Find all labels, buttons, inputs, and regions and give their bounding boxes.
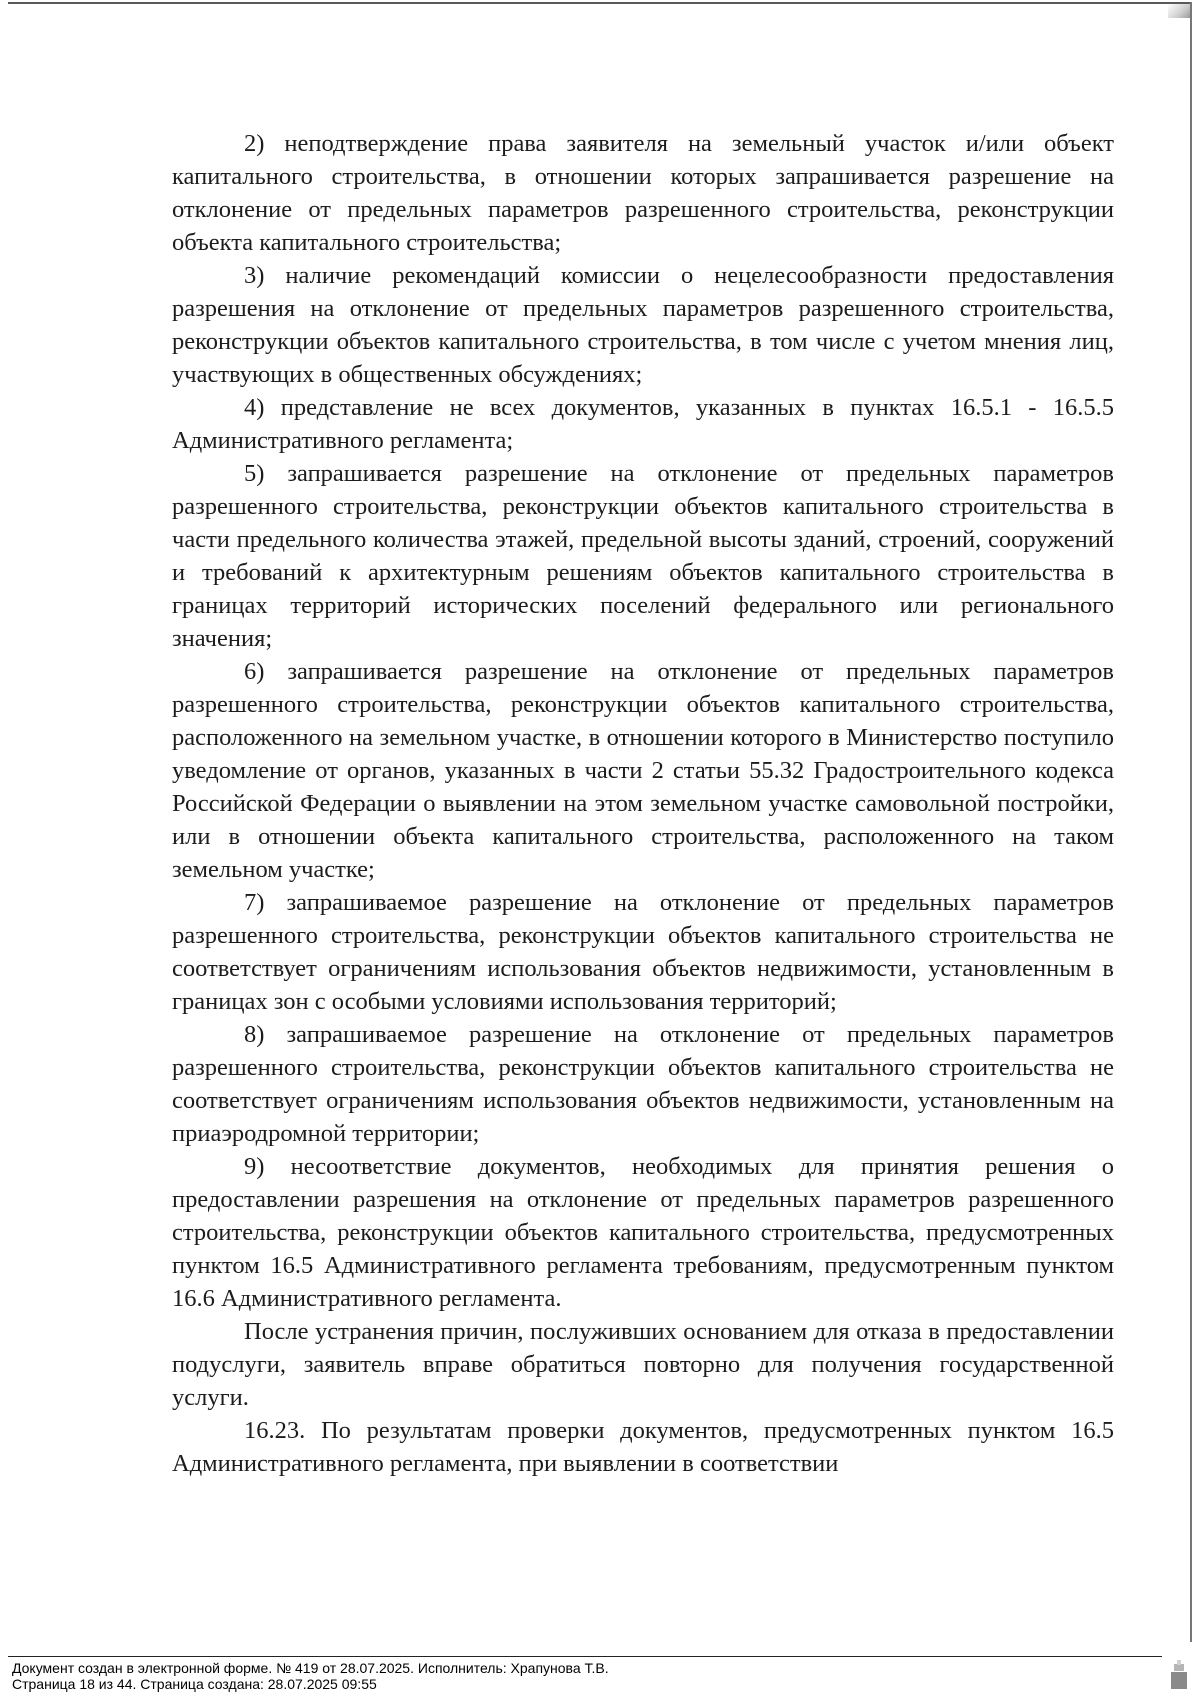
footer-page-info: Страница 18 из 44. Страница создана: 28.07.2025 09:55	[12, 1676, 377, 1692]
document-stamp-icon	[1168, 1660, 1190, 1690]
list-item-6: 6) запрашивается разрешение на отклонение от предельных параметров разрешенного строительства, реконструкции объектов капитального строительства, расположенного на земельном участке, в отношении которого в Министерство поступило уведомление от органов, указанных в части 2 статьи 55.32 Градостроительного кодекса Российской Федерации о выявлении на этом земельном участке самовольной постройки, или в отношении объекта капитального строительства, расположенного на таком земельном участке;	[172, 658, 1114, 883]
list-item-7: 7) запрашиваемое разрешение на отклонение от предельных параметров разрешенного строительства, реконструкции объектов капитального строительства не соответствует ограничениям использования объектов недвижимости, установленным в границах зон с особыми условиями использования территорий;	[172, 889, 1114, 1015]
scan-corner-fold	[1168, 4, 1190, 18]
list-item-8: 8) запрашиваемое разрешение на отклонение от предельных параметров разрешенного строительства, реконструкции объектов капитального строительства не соответствует ограничениям использования объектов недвижимости, установленным на приаэродромной территории;	[172, 1021, 1114, 1147]
footer-divider	[8, 1656, 1162, 1657]
scan-border-right	[1190, 2, 1192, 1642]
list-item-9: 9) несоответствие документов, необходимых для принятия решения о предоставлении разрешения на отклонение от предельных параметров разрешенного строительства, реконструкции объектов капитального строительства, предусмотренных пунктом 16.5 Административного регламента требованиям, предусмотренным пунктом 16.6 Административного регламента.	[172, 1153, 1114, 1312]
footer-document-info: Документ создан в электронной форме. № 419 от 28.07.2025. Исполнитель: Храпунова Т.В.	[12, 1660, 609, 1676]
document-footer	[12, 1660, 609, 1692]
list-item-5: 5) запрашивается разрешение на отклонение от предельных параметров разрешенного строительства, реконструкции объектов капитального строительства в части предельного количества этажей, предельной высоты зданий, строений, сооружений и требований к архитектурным решениям объектов капитального строительства в границах территорий исторических поселений федерального или регионального значения;	[172, 460, 1114, 652]
list-item-3: 3) наличие рекомендаций комиссии о нецелесообразности предоставления разрешения на отклонение от предельных параметров разрешенного строительства, реконструкции объектов капитального строительства, в том числе с учетом мнения лиц, участвующих в общественных обсуждениях;	[172, 262, 1114, 388]
resubmission-paragraph: После устранения причин, послуживших основанием для отказа в предоставлении подуслуги, заявитель вправе обратиться повторно для получения государственной услуги.	[172, 1318, 1114, 1411]
scan-border-top	[8, 2, 1192, 4]
section-16-23-paragraph: 16.23. По результатам проверки документов, предусмотренных пунктом 16.5 Административного регламента, при выявлении в соответствии	[172, 1417, 1114, 1477]
list-item-2: 2) неподтверждение права заявителя на земельный участок и/или объект капитального строительства, в отношении которых запрашивается разрешение на отклонение от предельных параметров разрешенного строительства, реконструкции объекта капитального строительства;	[172, 130, 1114, 256]
document-body	[172, 127, 1114, 1480]
list-item-4: 4) представление не всех документов, указанных в пунктах 16.5.1 - 16.5.5 Административного регламента;	[172, 394, 1114, 454]
